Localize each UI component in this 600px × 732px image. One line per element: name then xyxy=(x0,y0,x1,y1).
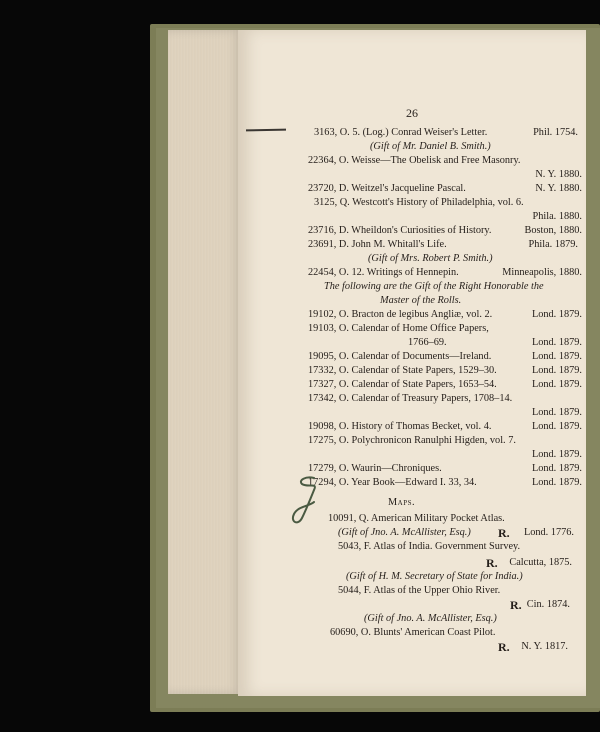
entry-line: 3125, Q. Westcott's History of Philadelphia, vol. 6. xyxy=(314,197,524,208)
entry-line: 23716, D. Wheildon's Curiosities of History. Boston, 1880. xyxy=(308,225,582,236)
entry-line: 3163, O. 5. (Log.) Conrad Weiser's Letter. Phil. 1754. xyxy=(314,127,578,138)
map-entry: 10091, Q. American Military Pocket Atlas. xyxy=(328,513,505,524)
map-entry: 60690, O. Blunts' American Coast Pilot. xyxy=(330,627,496,638)
entry-line: Phila. 1880. xyxy=(532,211,582,222)
section-note: The following are the Gift of the Right Honorable the xyxy=(324,281,544,292)
map-entry: R. N. Y. 1817. xyxy=(498,640,568,654)
map-entry: R. Cin. 1874. xyxy=(510,598,570,612)
gift-line: (Gift of Mrs. Robert P. Smith.) xyxy=(368,253,493,264)
map-entry: R. Calcutta, 1875. xyxy=(486,556,572,570)
map-gift: (Gift of H. M. Secretary of State for India.) xyxy=(346,571,523,582)
section-note: Master of the Rolls. xyxy=(380,295,462,306)
gift-line: (Gift of Mr. Daniel B. Smith.) xyxy=(370,141,491,152)
entry-line: 23691, D. John M. Whitall's Life. Phila. 1879. xyxy=(308,239,578,250)
entry-line: 22364, O. Weisse—The Obelisk and Free Masonry. xyxy=(308,155,521,166)
maps-heading: Maps. xyxy=(388,497,416,508)
entry-line: 17327, O. Calendar of State Papers, 1653–54. Lond. 1879. xyxy=(308,379,582,390)
entry-line: 19098, O. History of Thomas Becket, vol. 4. Lond. 1879. xyxy=(308,421,582,432)
entry-line: 17279, O. Waurin—Chroniques. Lond. 1879. xyxy=(308,463,582,474)
page-number: 26 xyxy=(406,106,418,120)
entry-line: Lond. 1879. xyxy=(531,449,582,460)
entry-line: 23720, D. Weitzel's Jacqueline Pascal. N. Y. 1880. xyxy=(308,183,582,194)
entry-line: 17342, O. Calendar of Treasury Papers, 1708–14. xyxy=(308,393,513,404)
entry-line: 19103, O. Calendar of Home Office Papers, xyxy=(308,323,489,334)
map-entry: 5043, F. Atlas of India. Government Survey. xyxy=(338,541,521,552)
entry-line: Lond. 1879. xyxy=(531,407,582,418)
map-entry: 5044, F. Atlas of the Upper Ohio River. xyxy=(338,585,501,596)
entry-line: 1766–69. Lond. 1879. xyxy=(408,337,582,348)
entry-line: N. Y. 1880. xyxy=(535,169,582,180)
entry-line: 19102, O. Bracton de legibus Angliæ, vol. 2. Lond. 1879. xyxy=(308,309,582,320)
book-page xyxy=(238,30,586,696)
entry-line: 17294, O. Year Book—Edward I. 33, 34. Lond. 1879. xyxy=(308,477,582,488)
handwritten-mark-icon xyxy=(284,470,328,530)
entry-line: 22454, O. 12. Writings of Hennepin. Minneapolis, 1880. xyxy=(308,267,582,278)
map-entry: (Gift of Jno. A. McAllister, Esq.) R. Lond. 1776. xyxy=(338,526,574,540)
entry-line: 19095, O. Calendar of Documents—Ireland. Lond. 1879. xyxy=(308,351,582,362)
entry-line: 17332, O. Calendar of State Papers, 1529–30. Lond. 1879. xyxy=(308,365,582,376)
entry-line: 17275, O. Polychronicon Ranulphi Higden, vol. 7. xyxy=(308,435,516,446)
map-gift: (Gift of Jno. A. McAllister, Esq.) xyxy=(364,613,497,624)
page-edges xyxy=(168,30,242,694)
